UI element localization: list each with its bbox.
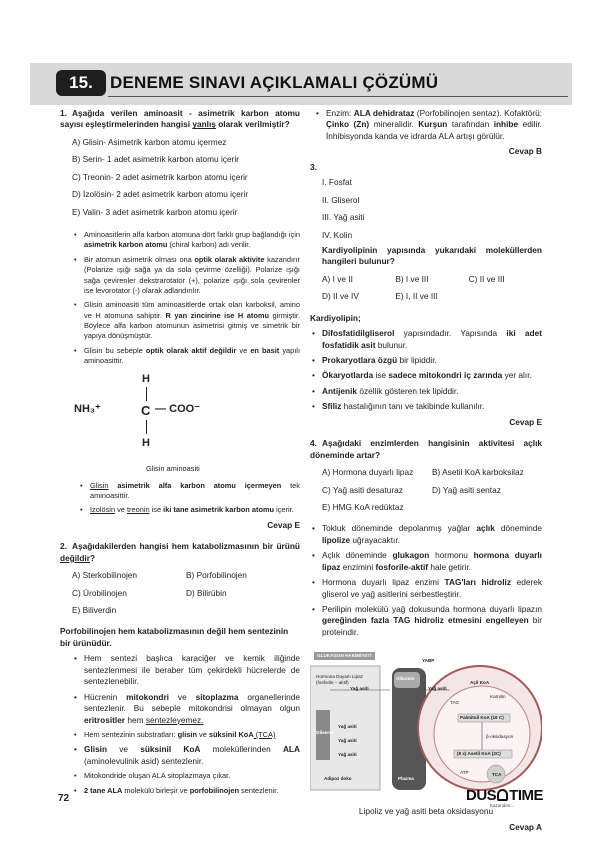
question-2-text: 2. Aşağıdakilerden hangisi hem katabolizmasının bir ürünü değildir? bbox=[60, 541, 300, 563]
q3-item-3: III. Yağ asiti bbox=[322, 212, 365, 223]
q1-explanation-3: • Glisin aminoasiti tüm aminoasitlerde ortak olan karboksil, amino ve H atomuna sahiptir. R yan zincirine ise H atomu girmiştir. Böylece alfa karbon atomunun asimetrisi gitmiş ve simetrik bir yapıya dönüşmüştür. bbox=[74, 300, 300, 341]
diagram-label-plazma: Plazma bbox=[398, 776, 414, 782]
q2-explanation-heading: Porfobilinojen hem katabolizmasının değil hem sentezinin bir ürünüdür. bbox=[60, 626, 289, 648]
diagram-label-yag-asiti: Yağ asiti bbox=[428, 686, 447, 692]
header-divider bbox=[108, 96, 568, 97]
q1-option-d: D) İzolösin- 2 adet asimetrik karbon atomu içerir bbox=[72, 189, 249, 200]
page-number: 72 bbox=[58, 793, 70, 804]
q1-option-b: B) Serin- 1 adet asimetrik karbon atomu içerir bbox=[72, 154, 239, 165]
diagram-label-acil-koa: Açil KoA bbox=[470, 680, 490, 686]
diagram-label-hdl: Hormona Duyarlı Lipaz (fosforile – aktif) bbox=[316, 674, 363, 685]
q2-explanation-3: • Hem sentezinin substratları: glisin ve süksinil KoA (TCA) bbox=[74, 730, 300, 740]
q1-explanation-2: • Bir atomun asimetrik olması ona optik olarak aktivite kazandırır (Polarize ışığı sağa ya da sola çevirme özelliği). Polarize ışığı sağa çevirenler dekstrarotator (+), polarize ışığı sola çevirenler ise levorotator (-) olarak adlandırılır. bbox=[74, 255, 300, 296]
diagram-label-asetil: (8 x) Asetil KoA (2C) bbox=[457, 751, 501, 757]
glycine-amino-group: NH₃⁺ bbox=[74, 403, 101, 416]
q4-explanation-2: • Açlık döneminde glukagon hormonu hormona duyarlı lipaz enzimini fosforile-aktif hale getirir. bbox=[312, 550, 542, 573]
q4-explanation-3: • Hormona duyarlı lipaz enzimi TAG'ları hidroliz ederek gliserol ve yağ asitlerini serbestleştirir. bbox=[312, 577, 542, 600]
q1-option-a: A) Glisin- Asimetrik karbon atomu içermez bbox=[72, 136, 227, 147]
tooth-icon bbox=[497, 789, 508, 801]
diagram-label-yag-asiti: Yağ asiti bbox=[338, 738, 357, 744]
diagram-label-tag: TAG bbox=[450, 700, 460, 706]
q2-explanation-list bbox=[74, 653, 300, 796]
q3-option-b: B) I ve III bbox=[395, 273, 429, 284]
q1-summary-1: • Glisin asimetrik alfa karbon atomu içermeyen tek aminoasittir. bbox=[80, 481, 300, 502]
q2-option-b: B) Porfobilinojen bbox=[186, 570, 247, 581]
q3-option-d: D) II ve IV bbox=[322, 291, 359, 302]
q3-item-1: I. Fosfat bbox=[322, 177, 352, 188]
question-1 bbox=[60, 108, 300, 531]
bond-line bbox=[146, 387, 147, 401]
q3-explanation-5: • Sfiliz hastalığının tanı ve takibinde kullanılır. bbox=[312, 401, 542, 412]
glycine-alpha-carbon: C bbox=[141, 403, 151, 419]
q3-option-c: C) II ve III bbox=[468, 273, 505, 284]
q1-summary-2: • İzolösin ve treonin ise iki tane asimetrik karbon atomu içerir. bbox=[80, 505, 300, 515]
diagram-label-yag-asiti: Yağ asiti bbox=[338, 752, 357, 758]
diagram-label-yag-asiti: Yağ asiti bbox=[350, 686, 369, 692]
diagram-label-karnitin: Karnitin bbox=[490, 694, 506, 700]
question-4-text: 4. Aşağıdaki enzimlerden hangisinin aktivitesi açlık döneminde artar? bbox=[310, 438, 542, 460]
q2-option-d: D) Bilirübin bbox=[186, 587, 227, 598]
glycine-caption: Glisin aminoasiti bbox=[146, 464, 200, 474]
glycine-h-top: H bbox=[142, 373, 150, 386]
left-column bbox=[60, 108, 300, 796]
q4-explanation-list bbox=[312, 523, 542, 638]
lipolysis-diagram bbox=[310, 650, 542, 800]
diagram-label-atp: ATP bbox=[460, 770, 469, 776]
question-3-number: 3. bbox=[310, 161, 317, 172]
q4-explanation-4: • Perilipin molekülü yağ dokusunda hormona duyarlı lipazın gereğinden fazla TAG hidroliz etmesini engelleyen bir proteindir. bbox=[312, 604, 542, 638]
q2-explanation-6: • 2 tane ALA molekülü birleşir ve porfobilinojen sentezlenir. bbox=[74, 786, 300, 796]
glycine-h-bottom: H bbox=[142, 437, 150, 450]
right-column bbox=[310, 108, 542, 833]
q4-option-b: B) Asetil KoA karboksilaz bbox=[432, 467, 524, 478]
page-title: DENEME SINAVI AÇIKLAMALI ÇÖZÜMÜ bbox=[110, 73, 439, 92]
question-2 bbox=[60, 541, 300, 796]
q4-explanation-1: • Tokluk döneminde depolanmış yağlar açlık döneminde lipolize uğrayacaktır. bbox=[312, 523, 542, 546]
q2-explanation-5: • Mitokondride oluşan ALA sitoplazmaya çıkar. bbox=[74, 771, 300, 781]
q3-answer: Cevap E bbox=[509, 416, 542, 427]
q3-explanation-2: • Prokaryotlara özgü bir lipiddir. bbox=[312, 355, 542, 366]
question-3-text: Kardiyolipinin yapısında yukarıdaki moleküllerden hangileri bulunur? bbox=[322, 244, 542, 267]
diagram-label-adipoz: Adipoz doku bbox=[324, 776, 352, 782]
q4-option-d: D) Yağ asiti sentaz bbox=[432, 484, 501, 495]
q1-answer: Cevap E bbox=[267, 519, 300, 530]
q4-answer: Cevap A bbox=[509, 821, 542, 832]
diagram-label-glukagon: GLUKAGON HAKİMİYETİ bbox=[314, 652, 375, 659]
diagram-label-tca: TCA bbox=[492, 772, 502, 778]
brand-tagline: Kazandırır... bbox=[490, 803, 515, 808]
q1-summary-list bbox=[80, 481, 300, 516]
q2-explanation-7: • Enzim: ALA dehidrataz (Porfobilinojen sentaz). Kofaktörü: Çinko (Zn) mineralidir. Kurşun tarafından inhibe edilir. İnhibisyonda kanda ve idrarda ALA artışı görülür. bbox=[316, 108, 542, 142]
glycine-carboxyl-group: — COO⁻ bbox=[152, 403, 200, 416]
q3-explanation-1: • Difosfatidilgliserol yapısındadır. Yapısında iki adet fosfatidik asit bulunur. bbox=[312, 328, 542, 351]
brand-logo: DUS TIME bbox=[466, 787, 544, 804]
q2-options bbox=[72, 570, 300, 616]
q3-options bbox=[322, 274, 542, 303]
q3-item-4: IV. Kolin bbox=[322, 229, 353, 240]
q4-option-a: A) Hormona duyarlı lipaz bbox=[322, 467, 414, 478]
diagram-label-yabp: YABP bbox=[422, 658, 435, 664]
diagram-label-beta: β-oksidasyon bbox=[486, 734, 514, 740]
q2-explanation-2: • Hücrenin mitokondri ve sitoplazma organellerinde sentezlenir. Bu sebeple mitokondrisi olmayan olgun eritrositler hem sentezleyemez. bbox=[74, 692, 300, 726]
diagram-label-gliserol: Gliserol bbox=[316, 730, 334, 736]
q1-explanation-list bbox=[74, 230, 300, 366]
q2-option-a: A) Sterkobilinojen bbox=[72, 570, 138, 581]
q2-option-c: C) Ürobilinojen bbox=[72, 587, 127, 598]
q3-explanation-3: • Ökaryotlarda ise sadece mitokondri iç zarında yer alır. bbox=[312, 370, 542, 381]
question-1-text: 1. Aşağıda verilen aminoasit - asimetrik karbon atomu sayısı eşleştirmelerinden hangisi yanlış olarak verilmiştir? bbox=[60, 108, 300, 130]
diagram-label-palmitoil: Palmitoil KoA (16 C) bbox=[460, 715, 504, 721]
q1-option-c: C) Treonin- 2 adet asimetrik karbon atomu içerir bbox=[72, 171, 248, 182]
q1-explanation-1: • Aminoasitlerin alfa karbon atomuna dört farklı grup bağlandığı için asimetrik karbon atomu (chiral karbon) adı verilir. bbox=[74, 230, 300, 251]
question-4 bbox=[310, 438, 542, 833]
q3-explanation-heading: Kardiyolipin; bbox=[310, 312, 361, 323]
q1-option-e: E) Valin- 3 adet asimetrik karbon atomu içerir bbox=[72, 206, 238, 217]
question-3 bbox=[310, 162, 542, 428]
q1-explanation-4: • Glisin bu sebeple optik olarak aktif değildir ve en basit yapılı aminoasittir. bbox=[74, 346, 300, 367]
q3-explanation-4: • Antijenik özellik gösteren tek lipiddir. bbox=[312, 386, 542, 397]
q2-explanation-4: • Glisin ve süksinil KoA moleküllerinden ALA (aminolevulinik asid) sentezlenir. bbox=[74, 744, 300, 767]
diagram-caption: Lipoliz ve yağ asiti beta oksidasyonu bbox=[358, 806, 494, 817]
q2-answer: Cevap B bbox=[508, 146, 542, 157]
q3-explanation-list bbox=[312, 328, 542, 413]
q2-explanation-1: • Hem sentezi başlıca karaciğer ve kemik iliğinde sentezlenmesi ile beraber tüm çekirdekli hücrelerde de sentezlenebilir. bbox=[74, 653, 300, 687]
glycine-structure bbox=[60, 372, 300, 460]
diagram-label-yag-asiti: Yağ asiti bbox=[338, 724, 357, 730]
q2-option-e: E) Biliverdin bbox=[72, 605, 117, 615]
q4-option-c: C) Yağ asiti desaturaz bbox=[322, 484, 403, 495]
diagram-label-albumin: Albumin bbox=[396, 676, 415, 682]
q3-item-2: II. Gliserol bbox=[322, 194, 360, 205]
q4-option-e: E) HMG KoA redüktaz bbox=[322, 501, 404, 512]
q3-option-e: E) I, II ve III bbox=[395, 291, 438, 302]
exam-number-badge: 15. bbox=[56, 70, 106, 96]
q4-options bbox=[322, 467, 542, 513]
bond-line bbox=[146, 420, 147, 434]
q3-option-a: A) I ve II bbox=[322, 273, 353, 284]
q2-continued-list bbox=[316, 108, 542, 142]
